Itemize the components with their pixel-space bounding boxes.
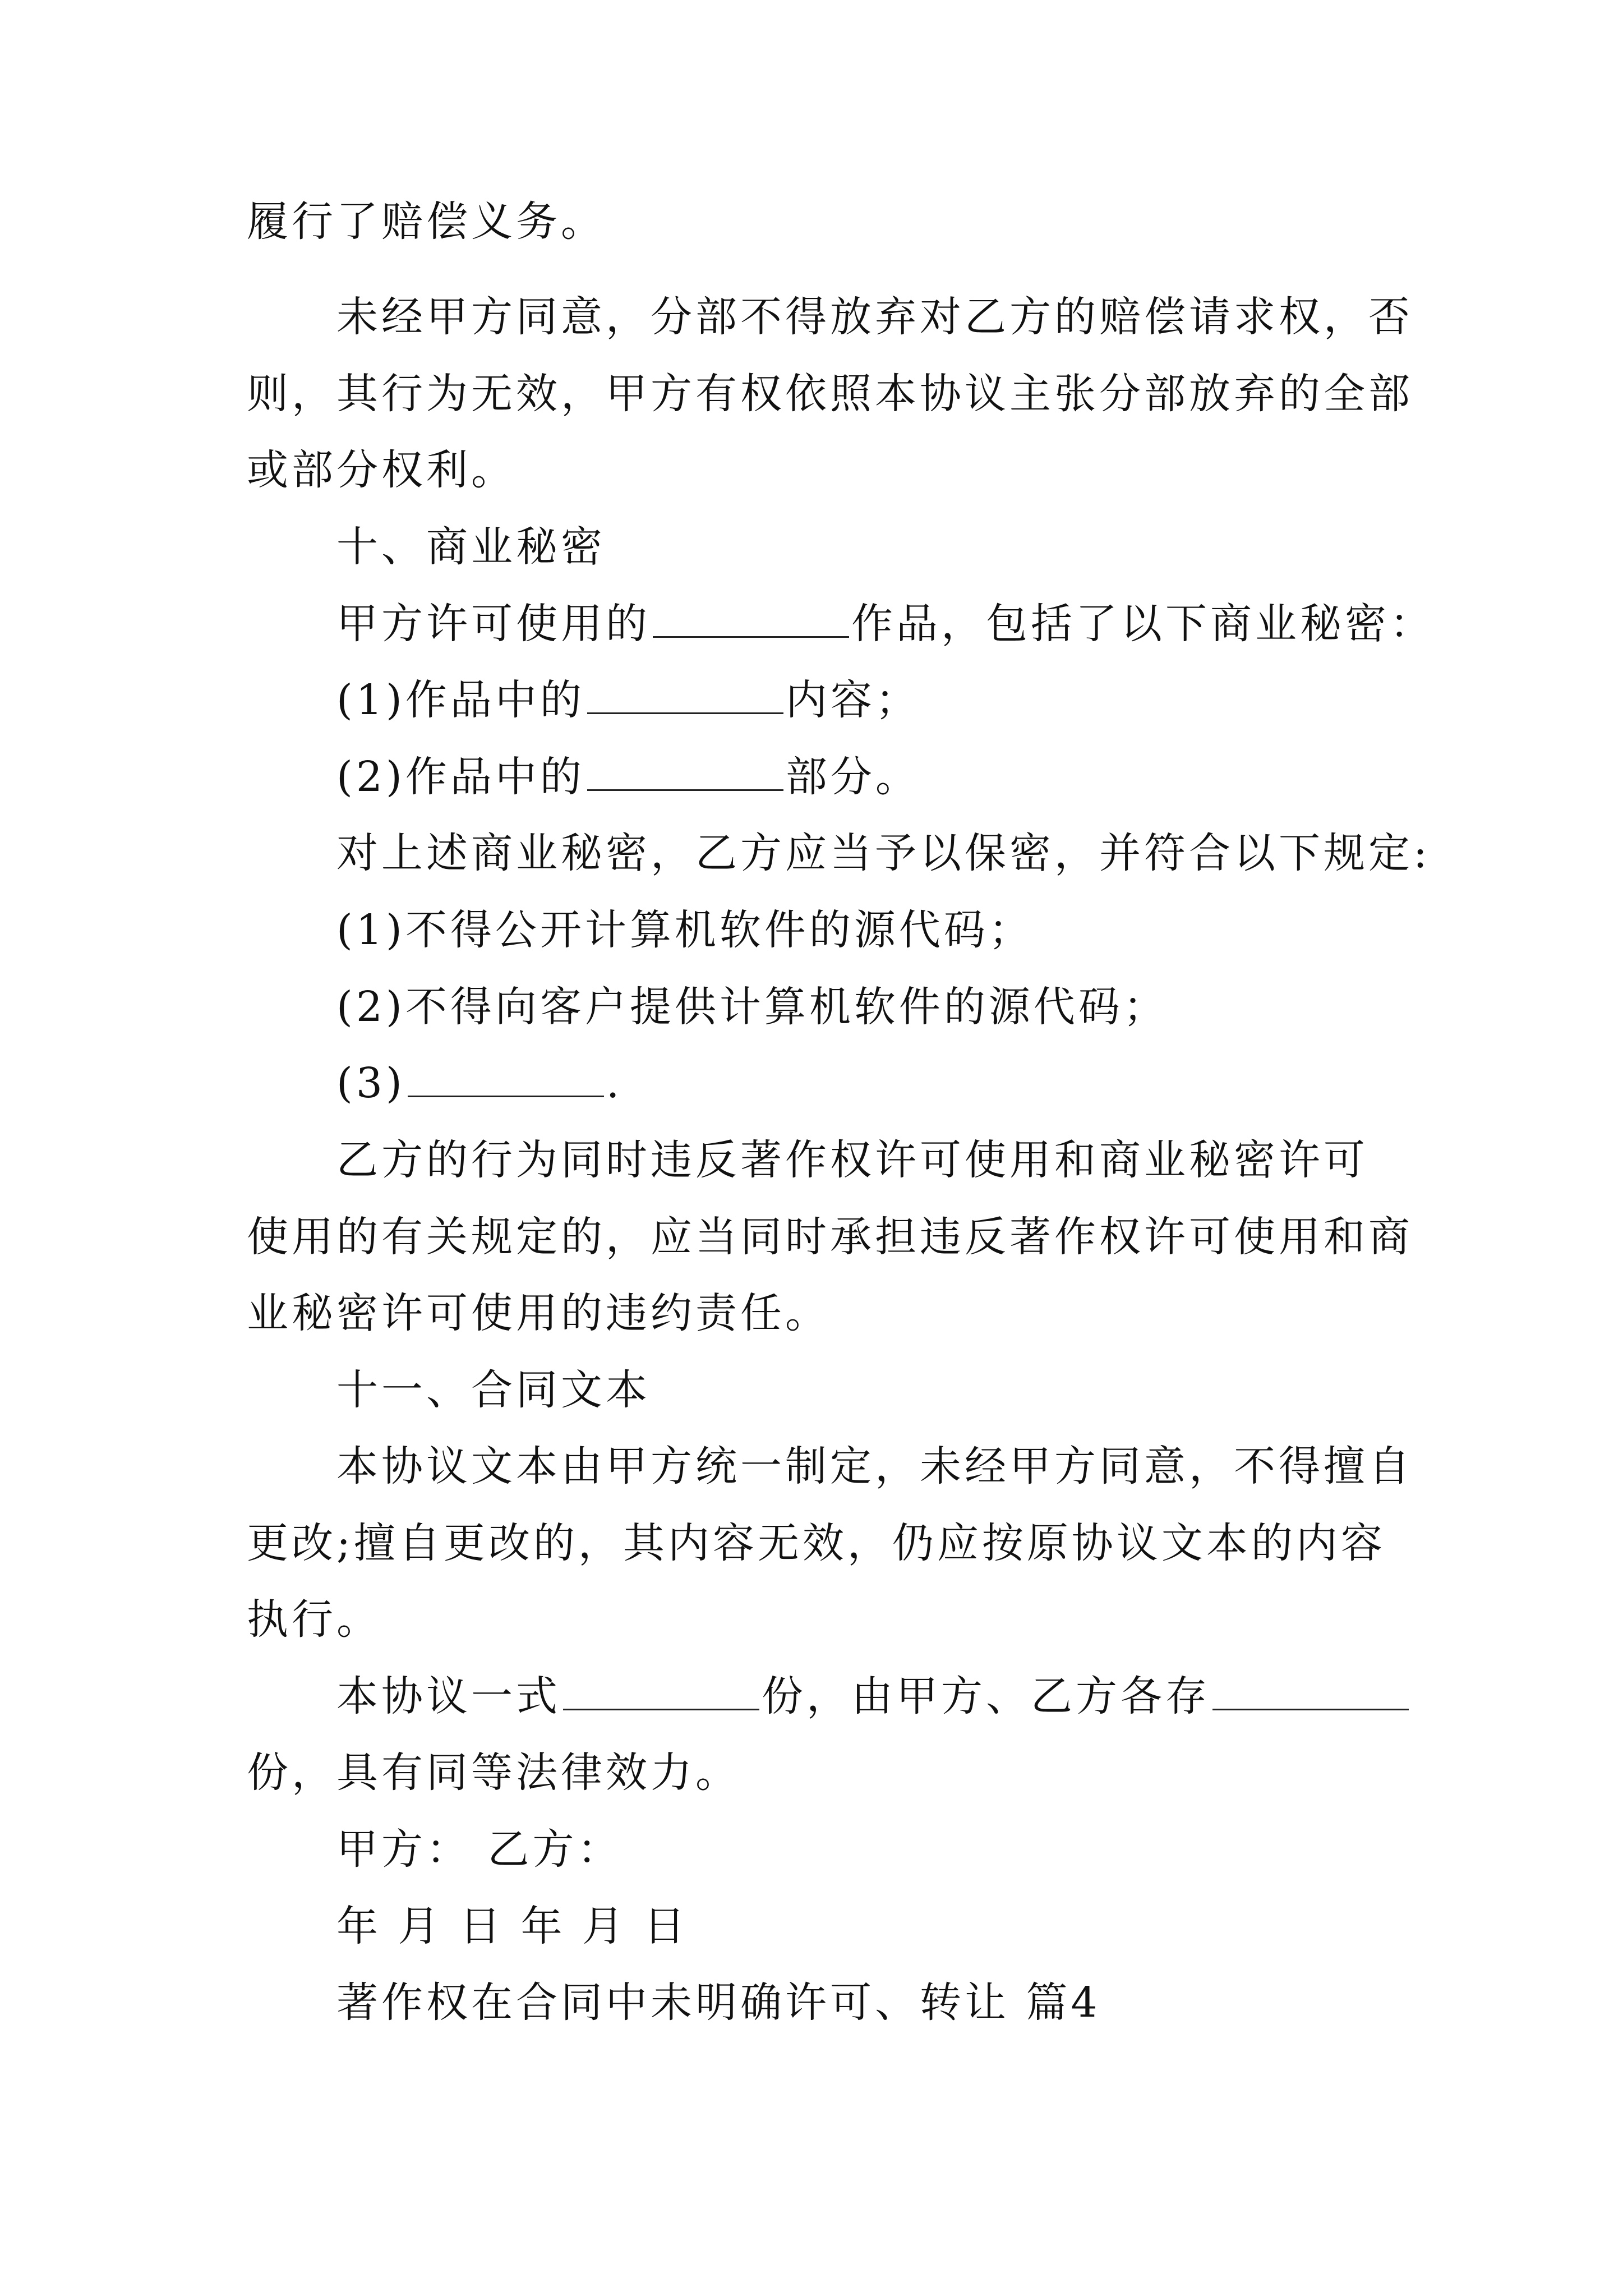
section-heading: 十一、合同文本 [336,1366,651,1414]
paragraph-line: 执行。 [247,1595,381,1644]
paragraph-line [336,596,1435,652]
signature-parties: 甲方： 乙方： [336,1825,623,1874]
paragraph-line: 则，其行为无效，甲方有权依照本协议主张分部放弃的全部 [247,370,1413,418]
section-heading: 十、商业秘密 [336,523,606,571]
line-text: 甲方许可使用的 [336,600,651,648]
paragraph-line [336,1668,1411,1724]
line-text: (2)作品中的 [336,753,585,801]
line-text: (3) [336,1059,405,1107]
paragraph-line: 使用的有关规定的，应当同时承担违反著作权许可使用和商 [247,1213,1413,1261]
fill-blank [563,1675,759,1710]
line-text: 份，由甲方、乙方各存 [762,1672,1210,1720]
paragraph-line: 或部分权利。 [247,446,516,494]
list-item [336,672,920,728]
signature-dates: 年 月 日 年 月 日 [336,1902,689,1950]
line-text: 本协议一式 [336,1672,561,1720]
list-item: (2)不得向客户提供计算机软件的源代码； [336,983,1168,1031]
list-item [336,1055,623,1111]
paragraph-line: 份，具有同等法律效力。 [247,1749,740,1797]
paragraph-line: 未经甲方同意，分部不得放弃对乙方的赔偿请求权，否 [336,293,1413,341]
paragraph-line: 本协议文本由甲方统一制定，未经甲方同意，不得擅自 [336,1442,1413,1490]
list-item [336,749,920,805]
fill-blank [587,756,783,791]
paragraph-line: 业秘密许可使用的违约责任。 [247,1289,830,1337]
paragraph-line: 履行了赔偿义务。 [247,197,606,246]
line-text: 内容； [785,676,920,724]
fill-blank [408,1062,604,1097]
list-item: (1)不得公开计算机软件的源代码； [336,906,1034,954]
paragraph-line: 对上述商业秘密，乙方应当予以保密，并符合以下规定: [336,829,1431,877]
fill-blank [1212,1675,1409,1710]
line-text: 部分。 [785,753,920,801]
fill-blank [653,602,849,638]
section-title: 著作权在合同中未明确许可、转让 篇4 [336,1978,1101,2027]
paragraph-line: 乙方的行为同时违反著作权许可使用和商业秘密许可 [336,1136,1368,1184]
fill-blank [587,679,783,714]
line-text: (1)作品中的 [336,676,585,724]
line-text: 作品，包括了以下商业秘密： [851,600,1435,648]
line-text: . [606,1059,623,1107]
paragraph-line: 更改;擅自更改的，其内容无效，仍应按原协议文本的内容 [247,1519,1386,1567]
